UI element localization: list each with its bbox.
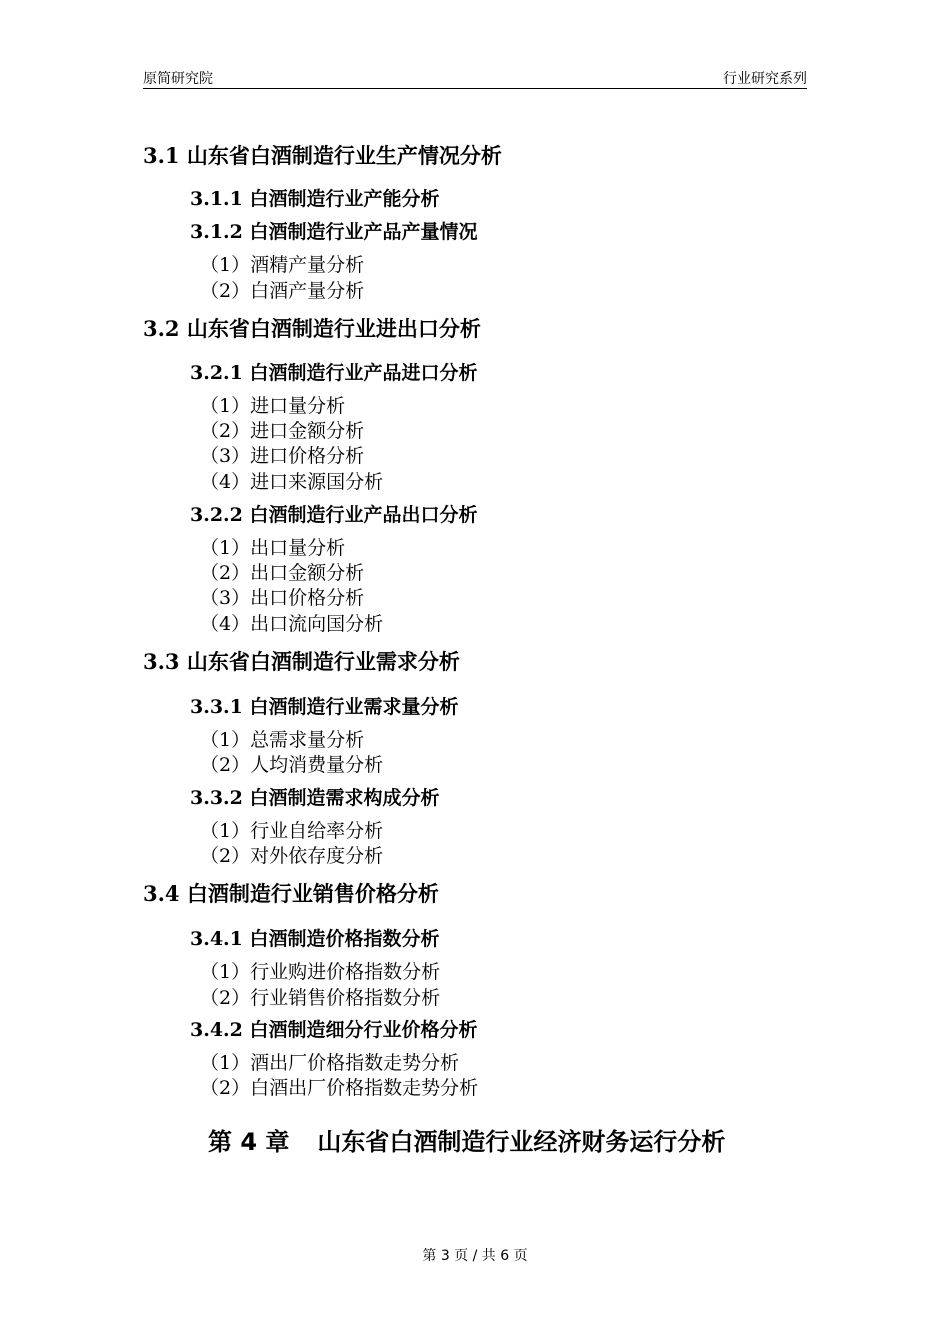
toc-subsection-heading: 3.3.2 白酒制造需求构成分析 xyxy=(190,787,440,809)
toc-item: （3）进口价格分析 xyxy=(200,445,365,467)
toc-section-heading: 3.4 白酒制造行业销售价格分析 xyxy=(143,881,439,906)
toc-item: （2）对外依存度分析 xyxy=(200,845,384,867)
toc-item: （2）白酒产量分析 xyxy=(200,280,365,302)
toc-subsection-heading: 3.4.1 白酒制造价格指数分析 xyxy=(190,928,440,950)
header-series: 行业研究系列 xyxy=(723,71,807,87)
toc-item: （2）进口金额分析 xyxy=(200,420,365,442)
page-footer: 第 3 页 / 共 6 页 xyxy=(422,1248,528,1264)
toc-item: （1）进口量分析 xyxy=(200,395,346,417)
toc-section-heading: 3.1 山东省白酒制造行业生产情况分析 xyxy=(143,143,502,168)
chapter-number: 第 4 章 xyxy=(208,1128,290,1156)
toc-section-heading: 3.2 山东省白酒制造行业进出口分析 xyxy=(143,316,481,341)
toc-item: （2）出口金额分析 xyxy=(200,562,365,584)
toc-section-heading: 3.3 山东省白酒制造行业需求分析 xyxy=(143,649,460,674)
toc-subsection-heading: 3.2.1 白酒制造行业产品进口分析 xyxy=(190,362,478,384)
toc-item: （1）行业购进价格指数分析 xyxy=(200,961,441,983)
chapter-title: 山东省白酒制造行业经济财务运行分析 xyxy=(317,1128,726,1156)
header-publisher: 原简研究院 xyxy=(143,71,213,87)
toc-item: （4）进口来源国分析 xyxy=(200,471,384,493)
toc-item: （2）行业销售价格指数分析 xyxy=(200,987,441,1009)
toc-item: （1）行业自给率分析 xyxy=(200,820,384,842)
toc-item: （2）白酒出厂价格指数走势分析 xyxy=(200,1077,479,1099)
toc-item: （1）酒精产量分析 xyxy=(200,254,365,276)
toc-item: （4）出口流向国分析 xyxy=(200,613,384,635)
toc-subsection-heading: 3.2.2 白酒制造行业产品出口分析 xyxy=(190,504,478,526)
toc-item: （1）酒出厂价格指数走势分析 xyxy=(200,1052,460,1074)
header-divider xyxy=(143,88,807,89)
toc-subsection-heading: 3.1.1 白酒制造行业产能分析 xyxy=(190,188,440,210)
toc-item: （1）总需求量分析 xyxy=(200,729,365,751)
chapter-heading xyxy=(208,1122,725,1157)
toc-item: （3）出口价格分析 xyxy=(200,587,365,609)
toc-subsection-heading: 3.4.2 白酒制造细分行业价格分析 xyxy=(190,1019,478,1041)
toc-subsection-heading: 3.1.2 白酒制造行业产品产量情况 xyxy=(190,221,478,243)
toc-item: （1）出口量分析 xyxy=(200,537,346,559)
toc-item: （2）人均消费量分析 xyxy=(200,754,384,776)
toc-subsection-heading: 3.3.1 白酒制造行业需求量分析 xyxy=(190,696,459,718)
